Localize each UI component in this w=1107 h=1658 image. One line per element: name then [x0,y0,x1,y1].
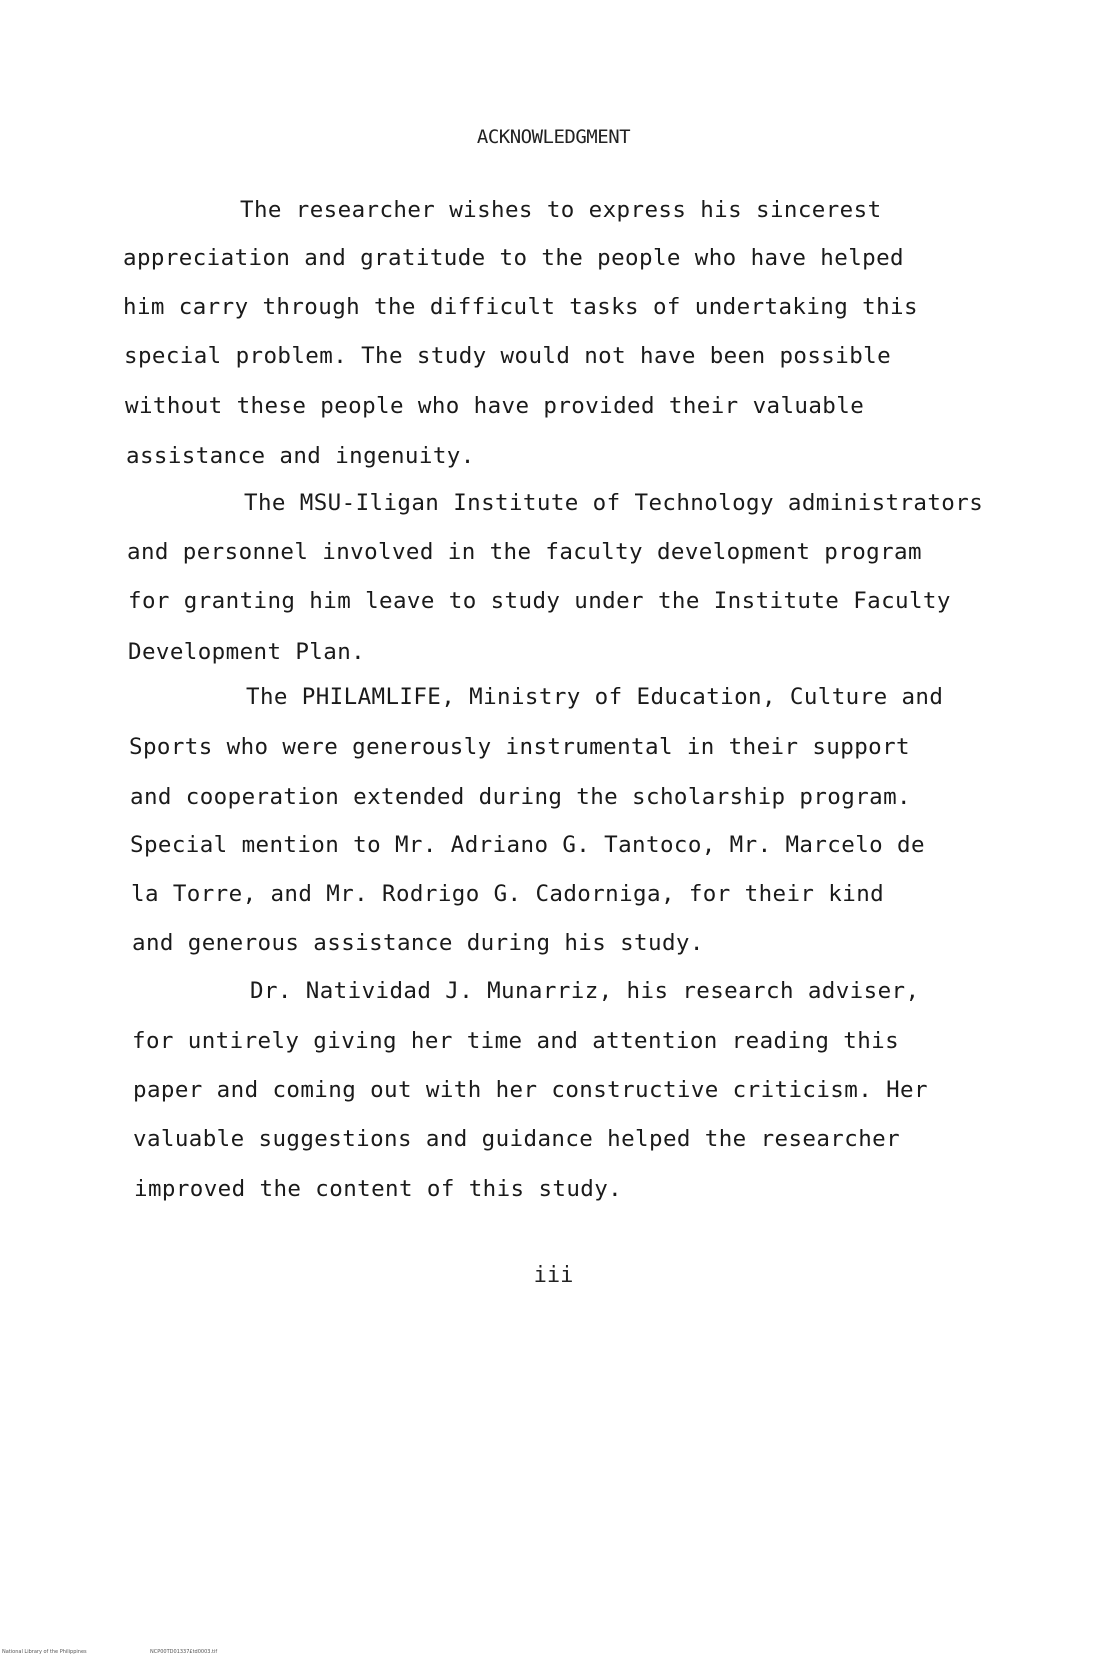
paragraph-4-line-3: paper and coming out with her constructive criticism. Her [133,1077,928,1103]
page-number: iii [533,1263,574,1288]
footer-file-code: NCP00TD01337£td0003.tif [150,1649,218,1655]
paragraph-3-line-2: Sports who were generously instrumental in their support [129,734,910,760]
page-title: ACKNOWLEDGMENT [476,126,631,148]
paragraph-4-line-1: Dr. Natividad J. Munarriz, his research adviser, [250,978,920,1004]
paragraph-1-line-1: The researcher wishes to express his sincerest [240,197,882,223]
paragraph-2-line-3: for granting him leave to study under the Institute Faculty [128,588,951,614]
paragraph-2-line-2: and personnel involved in the faculty development program [127,539,922,565]
paragraph-3-line-6: and generous assistance during his study. [132,930,704,956]
paragraph-3-line-3: and cooperation extended during the scholarship program. [130,784,911,810]
paragraph-4-line-4: valuable suggestions and guidance helped the researcher [133,1126,901,1152]
paragraph-1-line-4: special problem. The study would not have been possible [124,343,892,369]
footer-library-name: National Library of the Philippines [2,1649,87,1655]
paragraph-4-line-2: for untirely giving her time and attention reading this [132,1028,900,1054]
paragraph-3-line-1: The PHILAMLIFE, Ministry of Education, Culture and [246,684,944,710]
paragraph-3-line-5: la Torre, and Mr. Rodrigo G. Cadorniga, for their kind [131,881,885,907]
paragraph-1-line-3: him carry through the difficult tasks of undertaking this [123,294,918,320]
paragraph-2-line-4: Development Plan. [128,639,366,665]
paragraph-1-line-2: appreciation and gratitude to the people who have helped [123,245,904,271]
paragraph-1-line-6: assistance and ingenuity. [126,443,475,469]
paragraph-3-line-4: Special mention to Mr. Adriano G. Tantoco, Mr. Marcelo de [130,832,925,858]
paragraph-4-line-5: improved the content of this study. [134,1176,623,1202]
paragraph-1-line-5: without these people who have provided their valuable [125,393,865,419]
paragraph-2-line-1: The MSU-Iligan Institute of Technology administrators [244,490,984,516]
